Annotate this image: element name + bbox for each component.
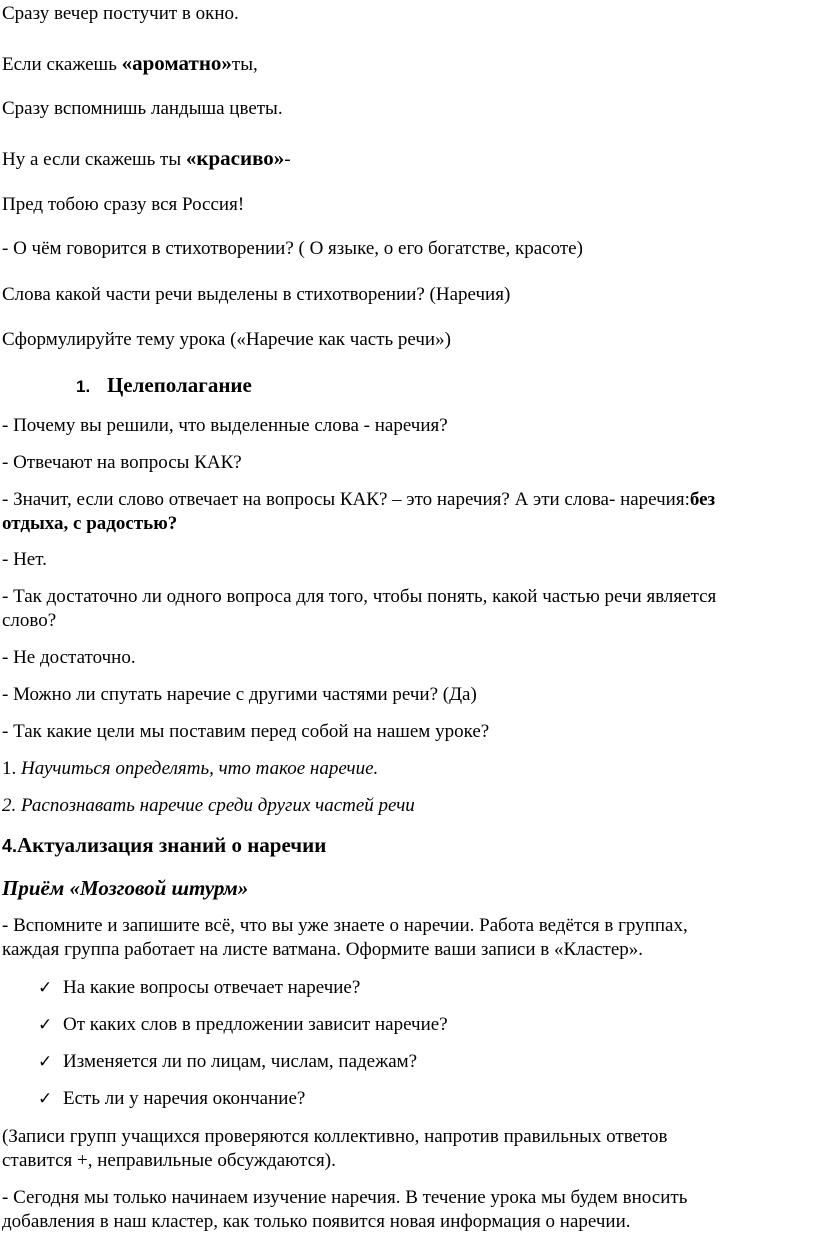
goal-2: 2. Распознавать наречие среди других частей речи bbox=[2, 795, 415, 816]
poem-line-2: Если скажешь «ароматно»ты, bbox=[2, 51, 258, 75]
checkmark-icon: ✓ bbox=[38, 1052, 53, 1071]
dialog-line-5a: - Так достаточно ли одного вопроса для того, чтобы понять, какой частью речи является bbox=[2, 586, 717, 607]
goal-1: 1. Научиться определять, что такое наречие. bbox=[2, 758, 379, 779]
checkmark-icon: ✓ bbox=[38, 978, 53, 997]
method-title: Приём «Мозговой штурм» bbox=[2, 876, 249, 900]
dialog-line-7: - Можно ли спутать наречие с другими частями речи? (Да) bbox=[2, 684, 477, 705]
dialog-line-8: - Так какие цели мы поставим перед собой на нашем уроке? bbox=[2, 721, 490, 742]
highlighted-word-aromatno: «ароматно» bbox=[121, 51, 232, 75]
closing-line-2: добавления в наш кластер, как только появится новая информация о наречии. bbox=[2, 1211, 631, 1232]
highlighted-word-krasivo: «красиво» bbox=[185, 146, 285, 170]
section-heading-4: 4.Актуализация знаний о наречии bbox=[2, 833, 327, 857]
dialog-line-6: - Не достаточно. bbox=[2, 647, 136, 668]
poem-line-4: Ну а если скажешь ты «красиво»- bbox=[2, 146, 291, 170]
dialog-line-1: - Почему вы решили, что выделенные слова - наречия? bbox=[2, 415, 448, 436]
checkmark-icon: ✓ bbox=[38, 1089, 53, 1108]
question-3: Сформулируйте тему урока («Наречие как часть речи») bbox=[2, 329, 451, 350]
task-line-2: каждая группа работает на листе ватмана. Оформите ваши записи в «Кластер». bbox=[2, 939, 643, 960]
poem-line-5: Пред тобою сразу вся Россия! bbox=[2, 194, 245, 215]
dialog-line-5b: слово? bbox=[2, 610, 57, 631]
poem-line-3: Сразу вспомнишь ландыша цветы. bbox=[2, 98, 283, 119]
question-1: - О чём говорится в стихотворении? ( О языке, о его богатстве, красоте) bbox=[2, 238, 583, 259]
dialog-line-3b: отдыха, с радостью? bbox=[2, 513, 178, 534]
checkmark-icon: ✓ bbox=[38, 1015, 53, 1034]
section-heading-1: 1. Целеполагание bbox=[76, 373, 252, 397]
note-line-2: ставится +, неправильные обсуждаются). bbox=[2, 1150, 336, 1171]
poem-line-1: Сразу вечер постучит в окно. bbox=[2, 3, 239, 24]
dialog-line-3a: - Значит, если слово отвечает на вопросы КАК? – это наречия? А эти слова- наречия:без bbox=[2, 489, 716, 510]
closing-line-1: - Сегодня мы только начинаем изучение наречия. В течение урока мы будем вносить bbox=[2, 1187, 688, 1208]
dialog-line-2: - Отвечают на вопросы КАК? bbox=[2, 452, 242, 473]
question-2: Слова какой части речи выделены в стихотворении? (Наречия) bbox=[2, 284, 511, 305]
dialog-line-4: - Нет. bbox=[2, 549, 47, 570]
task-line-1: - Вспомните и запишите всё, что вы уже знаете о наречии. Работа ведётся в группах, bbox=[2, 915, 688, 936]
note-line-1: (Записи групп учащихся проверяются коллективно, напротив правильных ответов bbox=[2, 1126, 668, 1147]
